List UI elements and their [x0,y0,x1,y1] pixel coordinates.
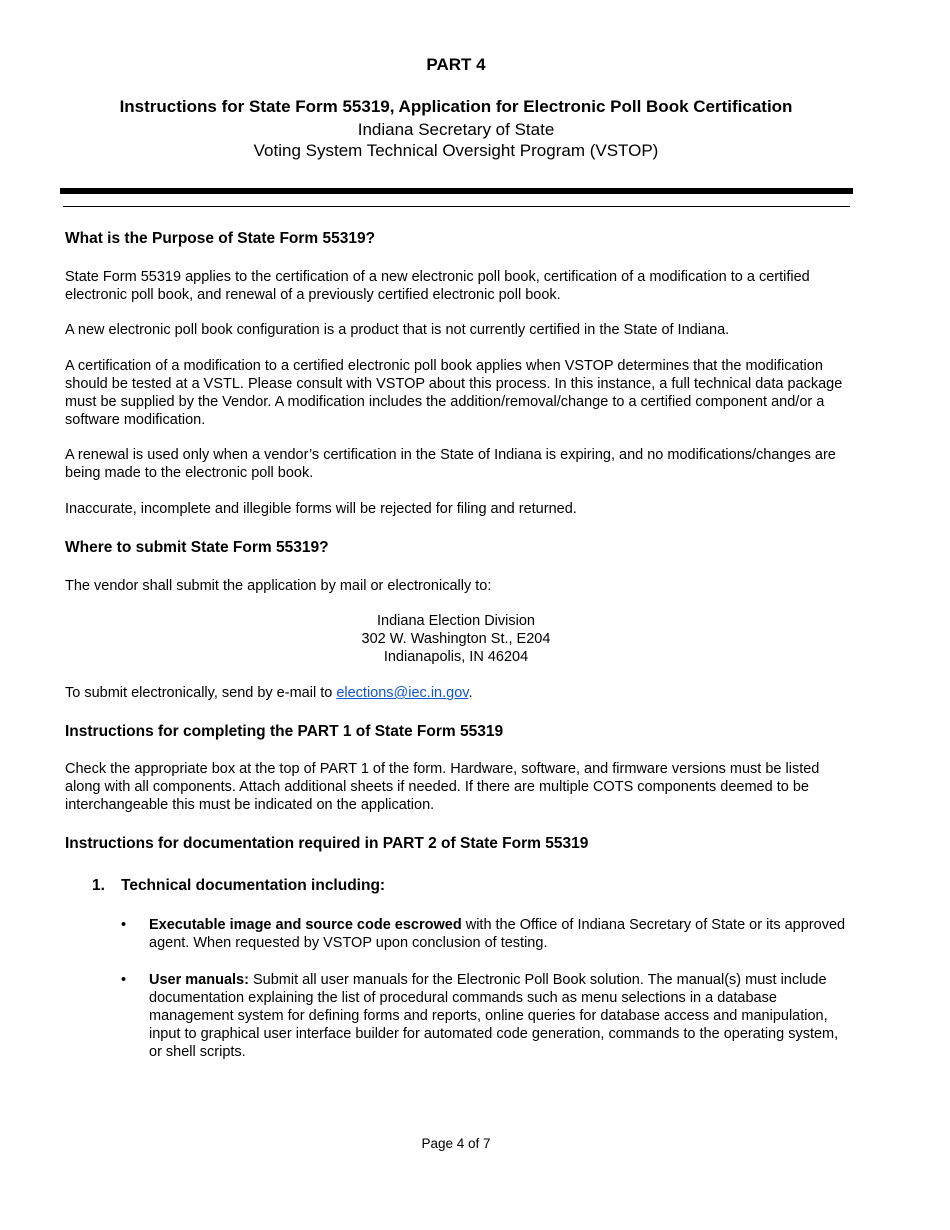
agency-name: Indiana Secretary of State [357,120,555,139]
numbered-item-1 [92,877,385,895]
header-divider-thin [63,206,850,207]
item-number: 1. [92,877,105,894]
page-number: Page 4 of 7 [421,1136,491,1151]
purpose-paragraph-5: Inaccurate, incomplete and illegible forms will be rejected for filing and returned. [65,501,577,517]
address-line-2: 302 W. Washington St., E204 [361,631,551,647]
purpose-paragraph-3: A certification of a modification to a certified electronic poll book applies when VSTOP determines that the modification should be tested at a VSTL. Please consult with VSTOP about this process. In this instance, a full technical data package must be supplied by the Vendor. A modification includes the addition/removal/change to a certified component and/or a software modification. [65,358,843,428]
form-title: Instructions for State Form 55319, Application for Electronic Poll Book Certification [119,97,793,116]
part1-paragraph: Check the appropriate box at the top of PART 1 of the form. Hardware, software, and firmware versions must be listed along with all components. Attach additional sheets if needed. If there are multiple COTS components deemed to be interchangeable this must be indicated on the application. [65,761,820,813]
bullet-user-manuals [149,971,854,1061]
part2-heading: Instructions for documentation required in PART 2 of State Form 55319 [65,835,589,852]
bullet-escrow [149,916,854,952]
item-label: Technical documentation including: [121,877,386,894]
email-link[interactable]: elections@iec.in.gov [336,685,469,701]
bullet-manuals-text: Submit all user manuals for the Electronic Poll Book solution. The manual(s) must include documentation explaining the list of procedural commands such as menu selections in a database management system for defining forms and reports, online queries for database access and manipulation, input to graphical user interface builder for automated code generation, commands to the operating system, or shell scripts. [149,972,839,1060]
purpose-paragraph-2: A new electronic poll book configuration is a product that is not currently certified in the State of Indiana. [65,322,730,338]
header-divider-thick [60,188,853,194]
purpose-paragraph-4: A renewal is used only when a vendor’s certification in the State of Indiana is expiring, and no modifications/changes are being made to the electronic poll book. [65,447,836,481]
submit-intro: The vendor shall submit the application by mail or electronically to: [65,578,492,594]
electronic-suffix: . [468,685,473,701]
address-line-3: Indianapolis, IN 46204 [383,649,529,665]
purpose-heading: What is the Purpose of State Form 55319? [65,230,376,247]
bullet-escrow-text: with the Office of Indiana Secretary of State or its approved agent. When requested by VSTOP upon conclusion of testing. [149,917,846,951]
electronic-prefix: To submit electronically, send by e-mail to [65,685,337,701]
program-name: Voting System Technical Oversight Program (VSTOP) [253,141,659,160]
bullet-icon: • [121,917,127,933]
purpose-paragraph-1: State Form 55319 applies to the certification of a new electronic poll book, certification of a modification to a certified electronic poll book, and renewal of a previously certified electronic poll book. [65,269,810,303]
bullet-icon: • [121,972,127,988]
part-title: PART 4 [426,55,486,74]
address-line-1: Indiana Election Division [377,613,535,629]
electronic-submission [65,684,850,702]
bullet-escrow-lead: Executable image and source code escrowed [149,917,462,933]
submit-heading: Where to submit State Form 55319? [65,539,329,556]
part1-heading: Instructions for completing the PART 1 of State Form 55319 [65,723,504,740]
bullet-manuals-lead: User manuals: [149,972,249,988]
